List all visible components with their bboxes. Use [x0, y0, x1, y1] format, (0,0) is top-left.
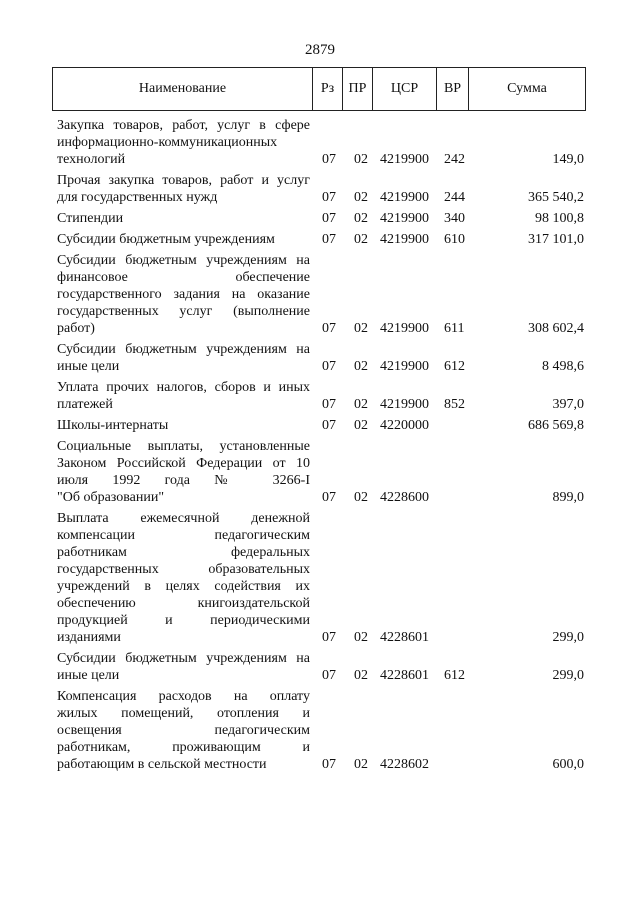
- table-row: [0, 688, 640, 773]
- row-name-line: платежей: [57, 397, 113, 412]
- row-sum: 308 602,4: [528, 321, 584, 336]
- row-name-line: Субсидии бюджетным учреждениям: [57, 232, 275, 247]
- row-name-line: иные цели: [57, 668, 120, 683]
- row-rz: 07: [322, 321, 336, 336]
- row-name: [57, 650, 310, 684]
- row-csr: 4219900: [380, 359, 429, 374]
- row-name-line: Законом Российской Федерации от 10: [57, 456, 310, 471]
- row-vr: 610: [444, 232, 465, 247]
- row-vr: 340: [444, 211, 465, 226]
- row-pr: 02: [354, 418, 368, 433]
- header-csr: ЦСР: [373, 68, 437, 110]
- row-sum: 397,0: [552, 397, 584, 412]
- row-name-line: работникам, проживающим и: [57, 740, 310, 755]
- row-csr: 4228601: [380, 668, 429, 683]
- row-name: [57, 252, 310, 337]
- row-rz: 07: [322, 630, 336, 645]
- header-name: Наименование: [53, 68, 313, 110]
- table-row: [0, 210, 640, 227]
- row-sum: 600,0: [552, 757, 584, 772]
- table-row: [0, 341, 640, 375]
- row-name-line: Субсидии бюджетным учреждениям на: [57, 253, 310, 268]
- header-rz: Рз: [313, 68, 343, 110]
- header-pr: ПР: [343, 68, 373, 110]
- table-row: [0, 252, 640, 337]
- row-name-line: Выплата ежемесячной денежной: [57, 511, 310, 526]
- row-name-line: Уплата прочих налогов, сборов и иных: [57, 380, 310, 395]
- row-sum: 899,0: [552, 490, 584, 505]
- row-sum: 149,0: [552, 152, 584, 167]
- row-rz: 07: [322, 757, 336, 772]
- row-name-line: жилых помещений, отопления и: [57, 706, 310, 721]
- row-sum: 299,0: [552, 668, 584, 683]
- row-name-line: изданиями: [57, 630, 121, 645]
- row-name-line: Стипендии: [57, 211, 124, 226]
- row-name-line: иные цели: [57, 359, 120, 374]
- row-name-line: обеспечению книгоиздательской: [57, 596, 310, 611]
- row-pr: 02: [354, 397, 368, 412]
- page-number: 2879: [305, 42, 335, 58]
- row-csr: 4228600: [380, 490, 429, 505]
- row-name: [57, 210, 310, 227]
- table-row: [0, 417, 640, 434]
- table-row: [0, 172, 640, 206]
- row-pr: 02: [354, 232, 368, 247]
- row-rz: 07: [322, 190, 336, 205]
- row-rz: 07: [322, 359, 336, 374]
- row-name-line: технологий: [57, 152, 126, 167]
- row-csr: 4228602: [380, 757, 429, 772]
- row-sum: 98 100,8: [535, 211, 584, 226]
- row-csr: 4219900: [380, 152, 429, 167]
- row-rz: 07: [322, 152, 336, 167]
- row-sum: 299,0: [552, 630, 584, 645]
- row-pr: 02: [354, 668, 368, 683]
- row-vr: 612: [444, 359, 465, 374]
- row-name-line: "Об образовании": [57, 490, 165, 505]
- row-pr: 02: [354, 321, 368, 336]
- row-csr: 4219900: [380, 397, 429, 412]
- table-row: [0, 117, 640, 168]
- row-rz: 07: [322, 397, 336, 412]
- row-name: [57, 438, 310, 506]
- row-name-line: для государственных нужд: [57, 190, 218, 205]
- table-body: [0, 111, 640, 773]
- row-name: [57, 231, 310, 248]
- row-name-line: Социальные выплаты, установленные: [57, 439, 310, 454]
- row-name-line: работающим в сельской местности: [57, 757, 267, 772]
- row-pr: 02: [354, 152, 368, 167]
- row-pr: 02: [354, 490, 368, 505]
- row-name-line: продукцией и периодическими: [57, 613, 310, 628]
- row-name-line: Компенсация расходов на оплату: [57, 689, 310, 704]
- row-name-line: финансовое обеспечение: [57, 270, 310, 285]
- table-row: [0, 438, 640, 506]
- table-row: [0, 650, 640, 684]
- row-name: [57, 417, 310, 434]
- row-rz: 07: [322, 418, 336, 433]
- row-sum: 8 498,6: [542, 359, 584, 374]
- row-name-line: работ): [57, 321, 95, 336]
- row-name-line: государственных образовательных: [57, 562, 310, 577]
- row-pr: 02: [354, 630, 368, 645]
- row-name-line: компенсации педагогическим: [57, 528, 310, 543]
- row-name-line: Закупка товаров, работ, услуг в сфере: [57, 118, 310, 133]
- row-vr: 242: [444, 152, 465, 167]
- row-name: [57, 341, 310, 375]
- row-name-line: государственного задания на оказание: [57, 287, 310, 302]
- table-header: [52, 67, 586, 111]
- table-row: [0, 379, 640, 413]
- row-pr: 02: [354, 211, 368, 226]
- row-vr: 611: [444, 321, 465, 336]
- row-name: [57, 510, 310, 646]
- row-name-line: июля 1992 года № 3266-I: [57, 473, 310, 488]
- row-name-line: государственных услуг (выполнение: [57, 304, 310, 319]
- row-csr: 4228601: [380, 630, 429, 645]
- row-name-line: работникам федеральных: [57, 545, 310, 560]
- row-pr: 02: [354, 757, 368, 772]
- row-pr: 02: [354, 359, 368, 374]
- row-pr: 02: [354, 190, 368, 205]
- row-name-line: учреждений в целях содействия их: [57, 579, 310, 594]
- row-vr: 612: [444, 668, 465, 683]
- row-sum: 365 540,2: [528, 190, 584, 205]
- row-csr: 4219900: [380, 211, 429, 226]
- row-name-line: Прочая закупка товаров, работ и услуг: [57, 173, 310, 188]
- row-sum: 686 569,8: [528, 418, 584, 433]
- row-rz: 07: [322, 490, 336, 505]
- row-name-line: освещения педагогическим: [57, 723, 310, 738]
- row-csr: 4219900: [380, 321, 429, 336]
- table-row: [0, 231, 640, 248]
- row-name-line: Субсидии бюджетным учреждениям на: [57, 342, 310, 357]
- row-name: [57, 172, 310, 206]
- header-sum: Сумма: [507, 81, 547, 96]
- row-name: [57, 688, 310, 773]
- row-name-line: информационно-коммуникационных: [57, 135, 278, 150]
- row-rz: 07: [322, 232, 336, 247]
- row-csr: 4219900: [380, 190, 429, 205]
- row-csr: 4219900: [380, 232, 429, 247]
- row-rz: 07: [322, 668, 336, 683]
- row-name-line: Субсидии бюджетным учреждениям на: [57, 651, 310, 666]
- header-vr: ВР: [437, 68, 469, 110]
- row-vr: 852: [444, 397, 465, 412]
- table-row: [0, 510, 640, 646]
- row-name: [57, 379, 310, 413]
- row-vr: 244: [444, 190, 465, 205]
- row-name: [57, 117, 310, 168]
- row-rz: 07: [322, 211, 336, 226]
- row-name-line: Школы-интернаты: [57, 418, 169, 433]
- row-sum: 317 101,0: [528, 232, 584, 247]
- row-csr: 4220000: [380, 418, 429, 433]
